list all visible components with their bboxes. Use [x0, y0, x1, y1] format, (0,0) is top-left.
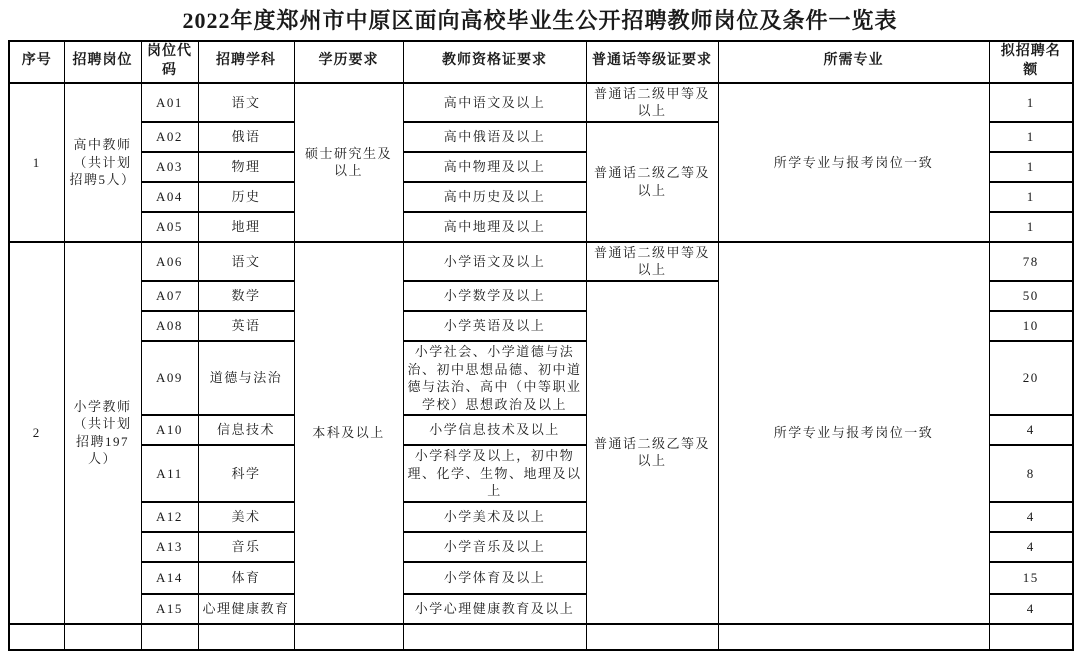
cell-major: 所学专业与报考岗位一致 [718, 83, 989, 242]
cell-code: A14 [141, 562, 198, 594]
cell-quota: 1 [989, 83, 1073, 122]
cell-quota: 1 [989, 182, 1073, 212]
cell-quota: 78 [989, 242, 1073, 281]
cell-quota: 20 [989, 341, 1073, 415]
cell-subject: 科学 [198, 445, 294, 502]
table-row-cutoff [9, 624, 1073, 650]
cell-code: A15 [141, 594, 198, 624]
cell-post: 高中教师（共计划招聘5人） [64, 83, 141, 242]
header-major: 所需专业 [718, 41, 989, 83]
cell-cert: 高中地理及以上 [403, 212, 586, 242]
cell-empty [294, 624, 403, 650]
header-subject: 招聘学科 [198, 41, 294, 83]
header-seq: 序号 [9, 41, 64, 83]
cell-code: A13 [141, 532, 198, 562]
header-mandarin: 普通话等级证要求 [586, 41, 718, 83]
header-cert: 教师资格证要求 [403, 41, 586, 83]
cell-quota: 10 [989, 311, 1073, 341]
cell-code: A11 [141, 445, 198, 502]
cell-cert: 小学英语及以上 [403, 311, 586, 341]
cell-code: A04 [141, 182, 198, 212]
cell-empty [9, 624, 64, 650]
table-row [9, 242, 1073, 281]
cell-cert: 小学体育及以上 [403, 562, 586, 594]
cell-mandarin: 普通话二级甲等及以上 [586, 242, 718, 281]
cell-cert: 小学美术及以上 [403, 502, 586, 532]
header-quota: 拟招聘名额 [989, 41, 1073, 83]
cell-education: 硕士研究生及以上 [294, 83, 403, 242]
cell-subject: 语文 [198, 83, 294, 122]
page-title: 2022年度郑州市中原区面向高校毕业生公开招聘教师岗位及条件一览表 [182, 8, 898, 33]
cell-subject: 语文 [198, 242, 294, 281]
cell-cert: 高中语文及以上 [403, 83, 586, 122]
cell-code: A09 [141, 341, 198, 415]
cell-quota: 15 [989, 562, 1073, 594]
cell-code: A03 [141, 152, 198, 182]
cell-major: 所学专业与报考岗位一致 [718, 242, 989, 624]
cell-quota: 4 [989, 532, 1073, 562]
header-education: 学历要求 [294, 41, 403, 83]
cell-quota: 1 [989, 152, 1073, 182]
cell-subject: 体育 [198, 562, 294, 594]
header-post: 招聘岗位 [64, 41, 141, 83]
cell-empty [64, 624, 141, 650]
cell-quota: 50 [989, 281, 1073, 311]
table-row [9, 83, 1073, 122]
cell-quota: 4 [989, 415, 1073, 445]
cell-subject: 物理 [198, 152, 294, 182]
cell-code: A02 [141, 122, 198, 152]
recruitment-table [8, 40, 1074, 651]
cell-mandarin: 普通话二级甲等及以上 [586, 83, 718, 122]
cell-subject: 美术 [198, 502, 294, 532]
cell-cert: 高中俄语及以上 [403, 122, 586, 152]
cell-cert: 小学社会、小学道德与法治、初中思想品德、初中道德与法治、高中（中等职业学校）思想政治及以上 [403, 341, 586, 415]
cell-cert: 小学数学及以上 [403, 281, 586, 311]
cell-subject: 信息技术 [198, 415, 294, 445]
cell-empty [586, 624, 718, 650]
cell-seq: 2 [9, 242, 64, 624]
cell-empty [198, 624, 294, 650]
cell-cert: 高中物理及以上 [403, 152, 586, 182]
cell-quota: 8 [989, 445, 1073, 502]
cell-code: A07 [141, 281, 198, 311]
cell-code: A12 [141, 502, 198, 532]
cell-cert: 小学语文及以上 [403, 242, 586, 281]
cell-subject: 音乐 [198, 532, 294, 562]
cell-education: 本科及以上 [294, 242, 403, 624]
cell-subject: 数学 [198, 281, 294, 311]
cell-subject: 地理 [198, 212, 294, 242]
cell-quota: 1 [989, 122, 1073, 152]
cell-subject: 历史 [198, 182, 294, 212]
cell-empty [718, 624, 989, 650]
header-code: 岗位代码 [141, 41, 198, 83]
cell-cert: 小学心理健康教育及以上 [403, 594, 586, 624]
cell-cert: 小学信息技术及以上 [403, 415, 586, 445]
cell-code: A01 [141, 83, 198, 122]
cell-subject: 道德与法治 [198, 341, 294, 415]
cell-subject: 英语 [198, 311, 294, 341]
cell-mandarin: 普通话二级乙等及以上 [586, 122, 718, 242]
cell-cert: 小学科学及以上，初中物理、化学、生物、地理及以上 [403, 445, 586, 502]
cell-subject: 心理健康教育 [198, 594, 294, 624]
cell-code: A08 [141, 311, 198, 341]
cell-quota: 1 [989, 212, 1073, 242]
cell-empty [403, 624, 586, 650]
cell-code: A05 [141, 212, 198, 242]
cell-subject: 俄语 [198, 122, 294, 152]
header-row [9, 41, 1073, 83]
cell-cert: 高中历史及以上 [403, 182, 586, 212]
cell-quota: 4 [989, 594, 1073, 624]
cell-quota: 4 [989, 502, 1073, 532]
cell-cert: 小学音乐及以上 [403, 532, 586, 562]
cell-empty [141, 624, 198, 650]
cell-empty [989, 624, 1073, 650]
cell-code: A06 [141, 242, 198, 281]
cell-post: 小学教师（共计划招聘197人） [64, 242, 141, 624]
cell-code: A10 [141, 415, 198, 445]
cell-seq: 1 [9, 83, 64, 242]
cell-mandarin: 普通话二级乙等及以上 [586, 281, 718, 624]
